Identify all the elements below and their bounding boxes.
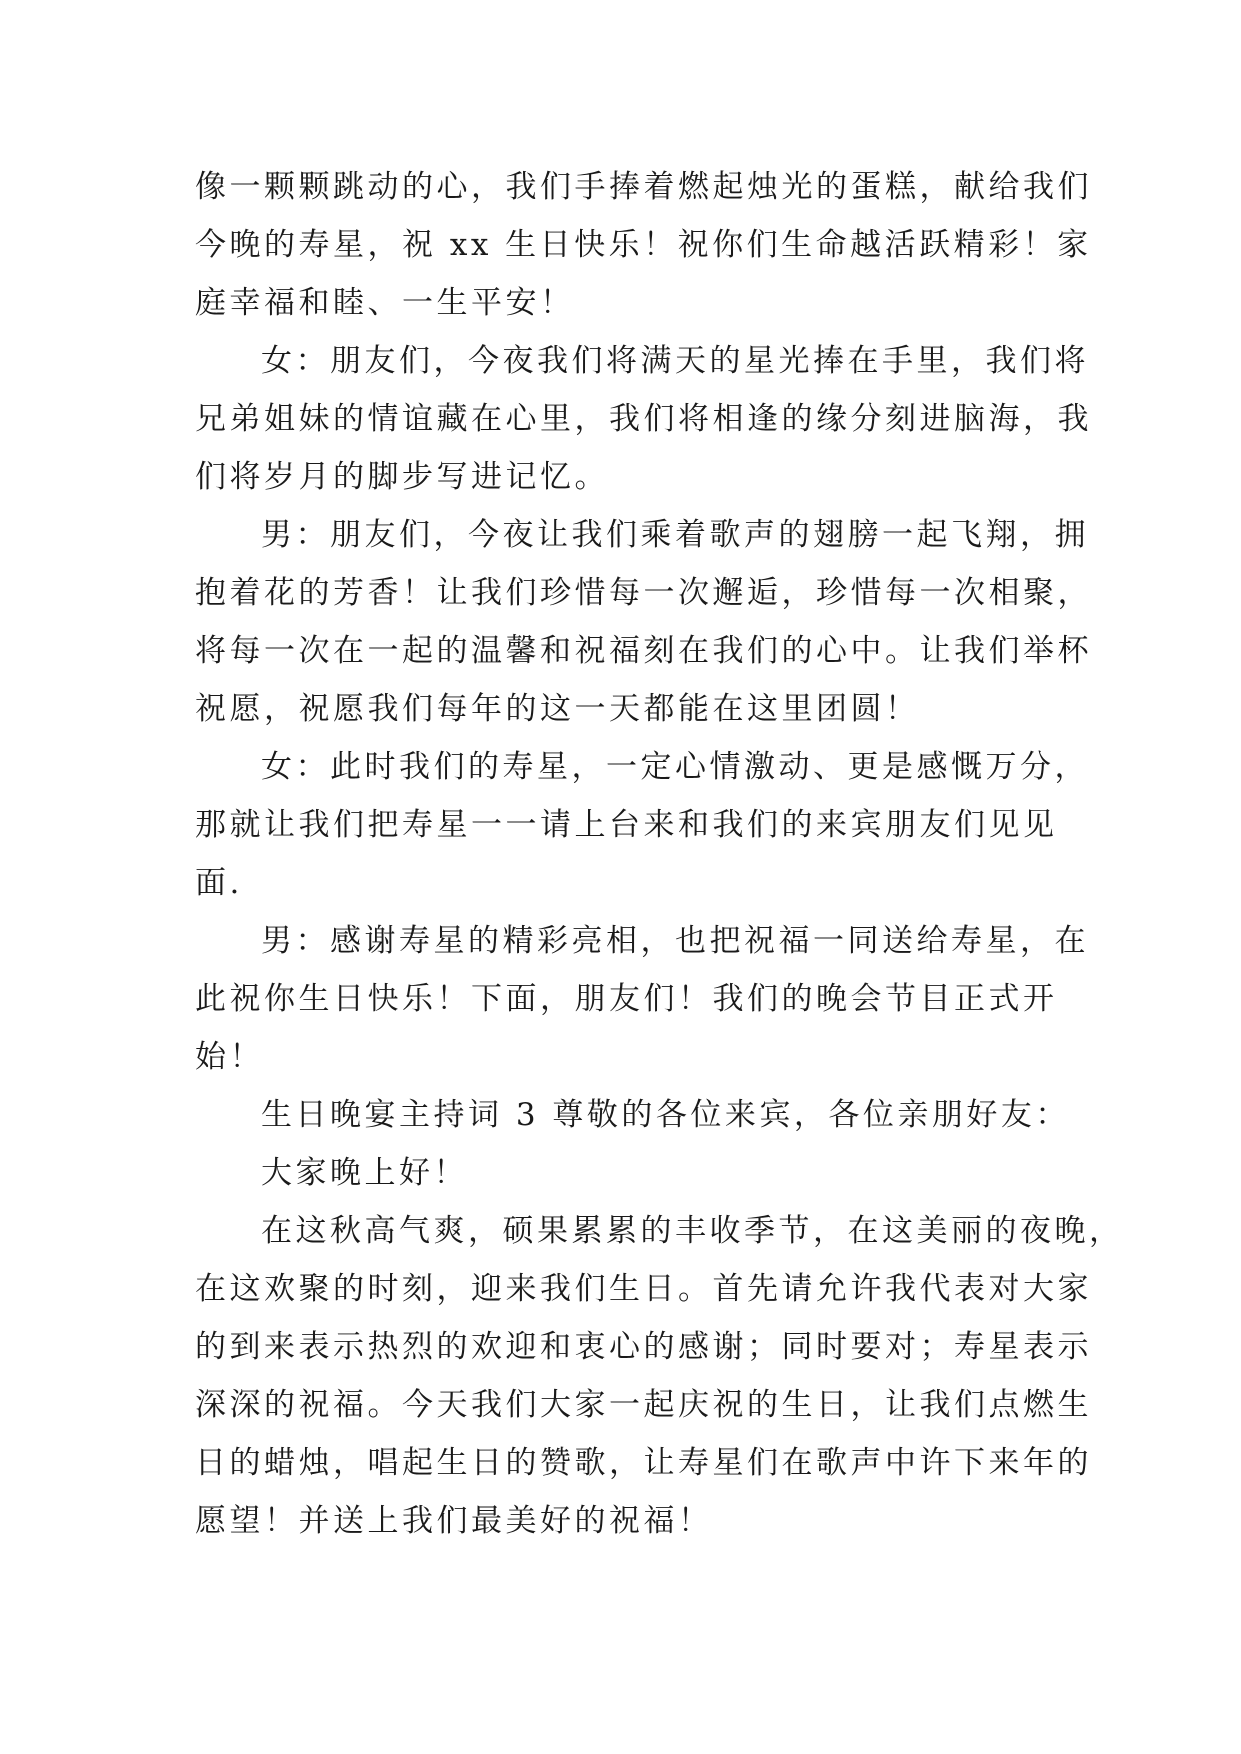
- paragraph-6: [195, 1086, 1070, 1144]
- text-line: 那就让我们把寿星一一请上台来和我们的来宾朋友们见见: [195, 807, 1058, 843]
- text-line: 将每一次在一起的温馨和祝福刻在我们的心中。让我们举杯: [195, 633, 1092, 669]
- text-line: 的到来表示热烈的欢迎和衷心的感谢；同时要对；寿星表示: [195, 1329, 1092, 1365]
- paragraph-1: [195, 158, 1092, 332]
- document-body: [195, 158, 1124, 1550]
- text-line: 像一颗颗跳动的心，我们手捧着燃起烛光的蛋糕，献给我们: [195, 169, 1092, 205]
- paragraph-2: [195, 332, 1092, 506]
- text-line: 在这秋高气爽，硕果累累的丰收季节，在这美丽的夜晚，: [261, 1213, 1124, 1249]
- text-line: 祝愿，祝愿我们每年的这一天都能在这里团圆！: [195, 691, 920, 727]
- text-line: 女：朋友们，今夜我们将满天的星光捧在手里，我们将: [261, 343, 1089, 379]
- text-line: 日的蜡烛，唱起生日的赞歌，让寿星们在歌声中许下来年的: [195, 1445, 1092, 1481]
- text-line: 庭幸福和睦、一生平安！: [195, 285, 575, 321]
- text-line: 始！: [195, 1039, 264, 1075]
- text-line: 兄弟姐妹的情谊藏在心里，我们将相逢的缘分刻进脑海，我: [195, 401, 1092, 437]
- paragraph-4: [195, 738, 1089, 912]
- paragraph-8: [195, 1202, 1124, 1550]
- text-line: 今晚的寿星，祝 xx 生日快乐！祝你们生命越活跃精彩！家: [195, 227, 1092, 263]
- text-line: 愿望！并送上我们最美好的祝福！: [195, 1503, 713, 1539]
- text-line: 男：感谢寿星的精彩亮相，也把祝福一同送给寿星，在: [261, 923, 1089, 959]
- paragraph-3: [195, 506, 1092, 738]
- text-line: 深深的祝福。今天我们大家一起庆祝的生日，让我们点燃生: [195, 1387, 1092, 1423]
- text-line: 此祝你生日快乐！下面，朋友们！我们的晚会节目正式开: [195, 981, 1058, 1017]
- text-line: 大家晚上好！: [261, 1155, 468, 1191]
- text-line: 面.: [195, 865, 243, 901]
- paragraph-7: [195, 1144, 1065, 1202]
- text-line: 生日晚宴主持词 3 尊敬的各位来宾，各位亲朋好友：: [261, 1097, 1070, 1133]
- paragraph-5: [195, 912, 1089, 1086]
- text-line: 女：此时我们的寿星，一定心情激动、更是感慨万分，: [261, 749, 1089, 785]
- text-line: 在这欢聚的时刻，迎来我们生日。首先请允许我代表对大家: [195, 1271, 1092, 1307]
- text-line: 抱着花的芳香！让我们珍惜每一次邂逅，珍惜每一次相聚，: [195, 575, 1092, 611]
- text-line: 们将岁月的脚步写进记忆。: [195, 459, 609, 495]
- text-line: 男：朋友们，今夜让我们乘着歌声的翅膀一起飞翔，拥: [261, 517, 1089, 553]
